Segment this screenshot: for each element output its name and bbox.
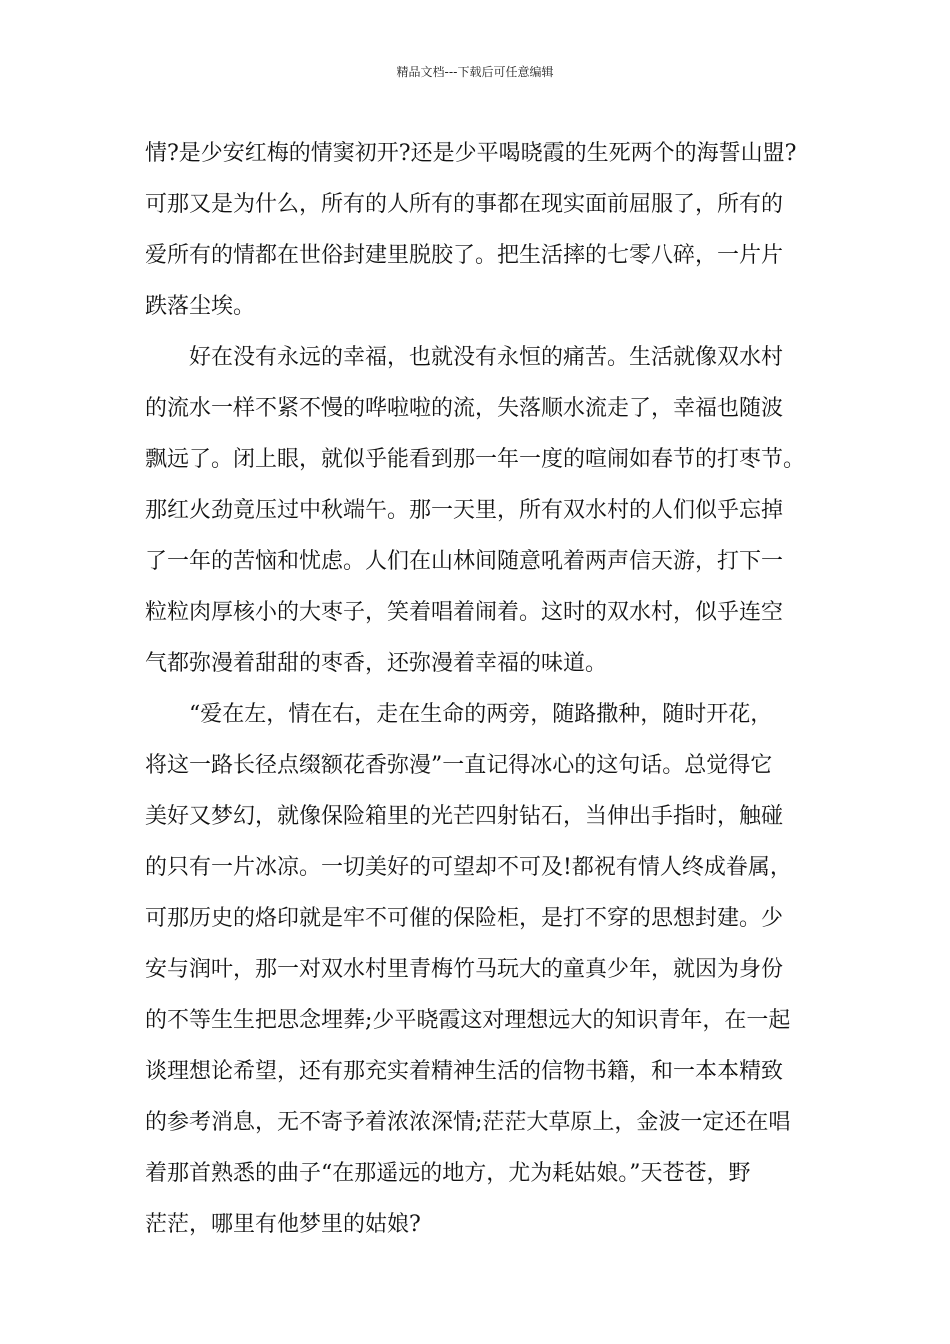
text-line: 了一年的苦恼和忧虑。人们在山林间随意吼着两声信天游，打下一 bbox=[145, 549, 784, 574]
text-line: 的不等生生把思念埋葬;少平晓霞这对理想远大的知识青年，在一起 bbox=[145, 1008, 791, 1033]
text-line: 着那首熟悉的曲子“在那遥远的地方，尤为耗姑娘。”天苍苍，野 bbox=[145, 1161, 751, 1186]
text-line: 跌落尘埃。 bbox=[145, 294, 256, 319]
text-line: 可那历史的烙印就是牢不可催的保险柜，是打不穿的思想封建。少 bbox=[145, 906, 784, 931]
text-line: 气都弥漫着甜甜的枣香，还弥漫着幸福的味道。 bbox=[145, 651, 608, 676]
text-line: 美好又梦幻，就像保险箱里的光芒四射钻石，当伸出手指时，触碰 bbox=[145, 804, 784, 829]
text-line: 安与润叶，那一对双水村里青梅竹马玩大的童真少年，就因为身份 bbox=[145, 957, 784, 982]
paragraph-first-line: “爱在左，情在右，走在生命的两旁，随路撒种，随时开花， bbox=[189, 702, 773, 727]
text-line: 可那又是为什么，所有的人所有的事都在现实面前屈服了，所有的 bbox=[145, 192, 784, 217]
text-line: 那红火劲竟压过中秋端午。那一天里，所有双水村的人们似乎忘掉 bbox=[145, 498, 784, 523]
page-header: 精品文档---下载后可任意编辑 bbox=[396, 65, 554, 79]
text-line: 飘远了。闭上眼，就似乎能看到那一年一度的喧闹如春节的打枣节。 bbox=[145, 447, 806, 472]
text-line: 茫茫，哪里有他梦里的姑娘? bbox=[145, 1212, 421, 1237]
text-line: 爱所有的情都在世俗封建里脱胶了。把生活摔的七零八碎，一片片 bbox=[145, 243, 784, 268]
text-line: 的只有一片冰凉。一切美好的可望却不可及!都祝有情人终成眷属， bbox=[145, 855, 792, 880]
paragraph-first-line: 好在没有永远的幸福，也就没有永恒的痛苦。生活就像双水村 bbox=[189, 345, 784, 370]
text-line: 的参考消息，无不寄予着浓浓深情;茫茫大草原上，金波一定还在唱 bbox=[145, 1110, 791, 1135]
document-body bbox=[145, 128, 815, 1250]
text-line: 的流水一样不紧不慢的哗啦啦的流，失落顺水流走了，幸福也随波 bbox=[145, 396, 784, 421]
text-line: 将这一路长径点缀额花香弥漫”一直记得冰心的这句话。总觉得它 bbox=[145, 753, 773, 778]
text-line: 粒粒肉厚核小的大枣子，笑着唱着闹着。这时的双水村，似乎连空 bbox=[145, 600, 784, 625]
text-line: 谈理想论希望，还有那充实着精神生活的信物书籍，和一本本精致 bbox=[145, 1059, 784, 1084]
text-line: 情?是少安红梅的情窦初开?还是少平喝晓霞的生死两个的海誓山盟? bbox=[145, 141, 797, 166]
